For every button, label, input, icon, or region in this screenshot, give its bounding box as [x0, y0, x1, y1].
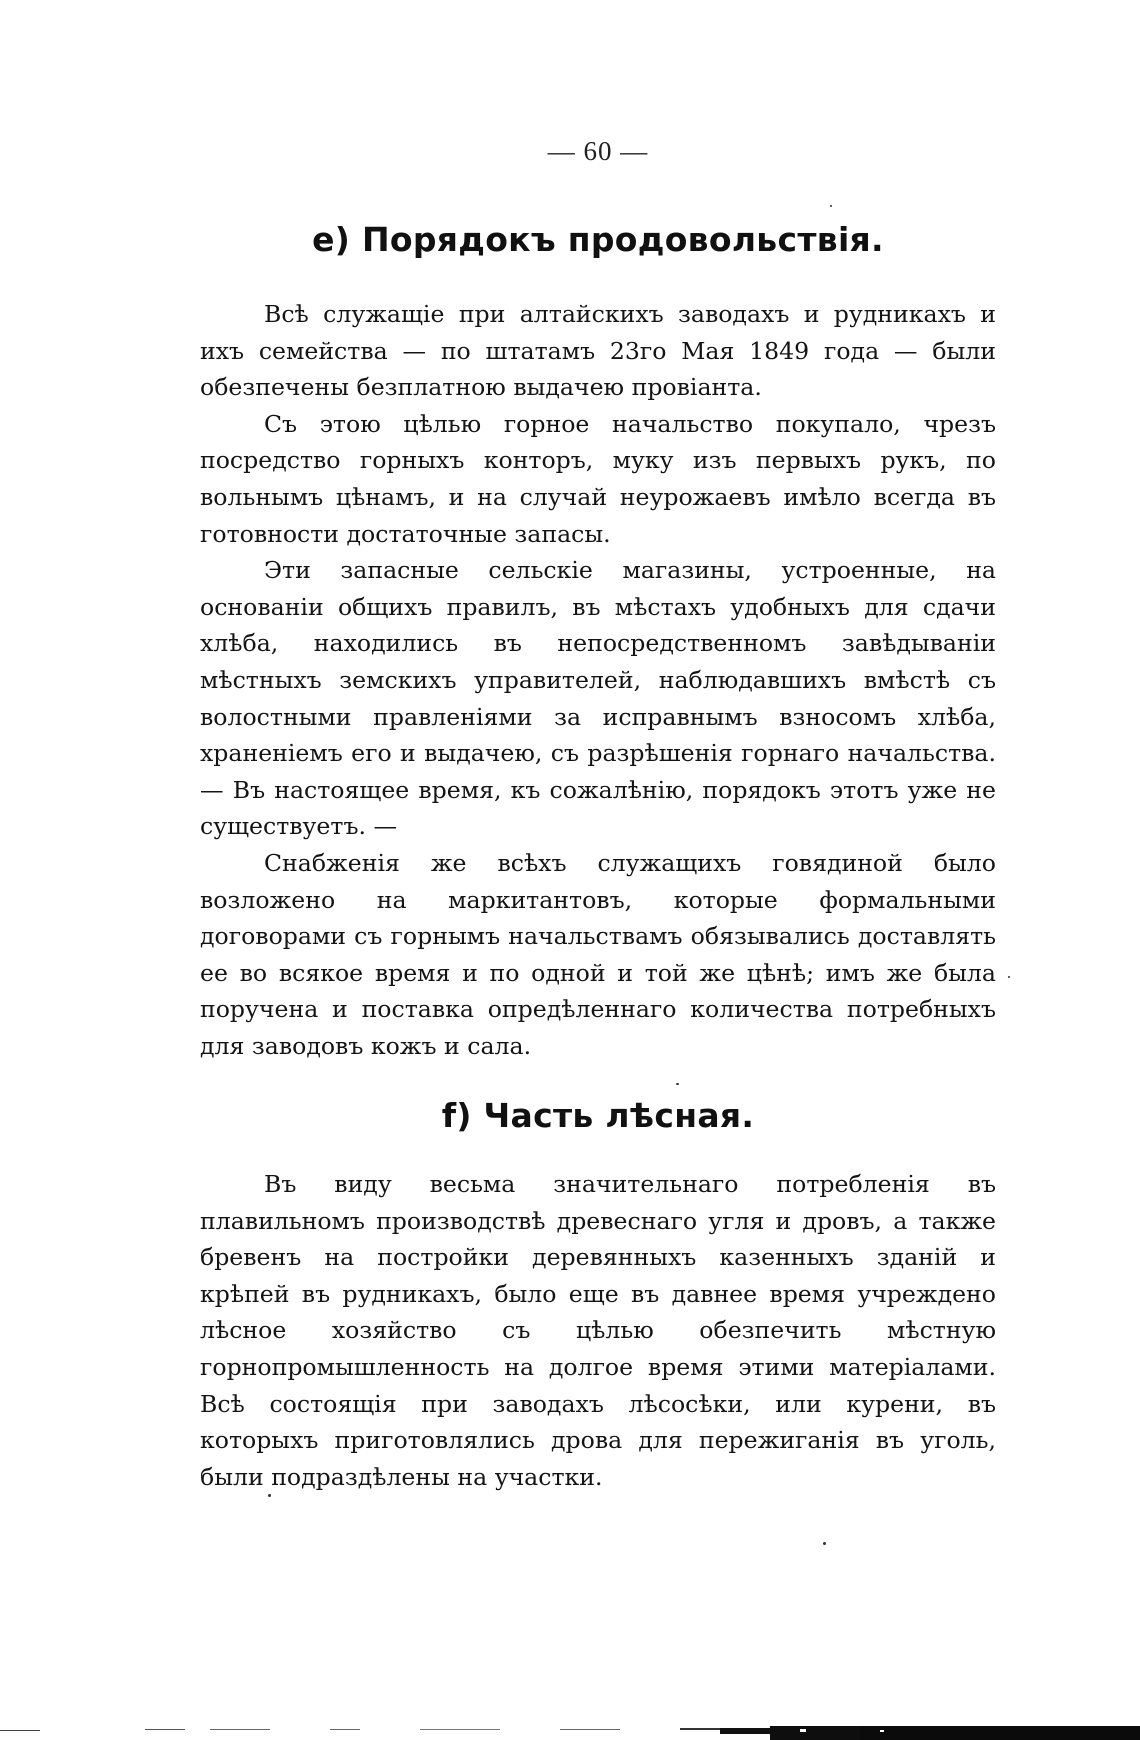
scan-speck: [830, 205, 832, 207]
page-number: — 60 —: [547, 136, 649, 166]
section-body-forestry: [200, 1166, 996, 1495]
paragraph: Всѣ служащіе при алтайскихъ заводахъ и рудникахъ и ихъ семейства — по штатамъ 23го Мая 1849 года — были обезпечены безплатною выдачею провіанта.: [200, 300, 996, 402]
scan-speck: [676, 1083, 679, 1085]
scan-bottom-edge: [0, 1726, 1140, 1740]
section-heading-forestry: f) Часть лѣсная.: [441, 1096, 755, 1135]
scan-speck: [268, 1494, 271, 1497]
scan-speck: [823, 1542, 826, 1545]
paragraph: Съ этою цѣлью горное начальство покупало, чрезъ посредство горныхъ конторъ, муку изъ первыхъ рукъ, по вольнымъ цѣнамъ, и на случай неурожаевъ имѣло всегда въ готовности достаточные запасы.: [200, 409, 996, 548]
section-body-provisions: [200, 296, 996, 1064]
paragraph: Въ виду весьма значительнаго потребленія въ плавильномъ производствѣ древеснаго угля и дровъ, а также бревенъ на постройки деревянныхъ казенныхъ зданій и крѣпей въ рудникахъ, было еще въ давнее время учреждено лѣсное хозяйство съ цѣлью обезпечить мѣстную горнопромышленность на долгое время этими матеріалами. Всѣ состоящія при заводахъ лѣсосѣки, или курени, въ которыхъ приготовлялись дрова для пережиганія въ уголь, были подраздѣлены на участки.: [200, 1170, 996, 1491]
paragraph: Снабженія же всѣхъ служащихъ говядиной было возложено на маркитантовъ, которые формальными договорами съ горнымъ начальствамъ обязывались доставлять ее во всякое время и по одной и той же цѣнѣ; имъ же была поручена и поставка опредѣленнаго количества потребныхъ для заводовъ кожъ и сала.: [200, 848, 996, 1060]
section-heading-provisions: e) Порядокъ продовольствія.: [312, 220, 884, 259]
scan-speck: [1008, 976, 1010, 978]
paragraph: Эти запасные сельскіе магазины, устроенные, на основаніи общихъ правилъ, въ мѣстахъ удобныхъ для сдачи хлѣба, находились въ непосредственномъ завѣдываніи мѣстныхъ земскихъ управителей, наблюдавшихъ вмѣстѣ съ волостными правленіями за исправнымъ взносомъ хлѣба, храненіемъ его и выдачею, съ разрѣшенія горнаго начальства. — Въ настоящее время, къ сожалѣнію, порядокъ этотъ уже не существуетъ. —: [200, 556, 996, 841]
